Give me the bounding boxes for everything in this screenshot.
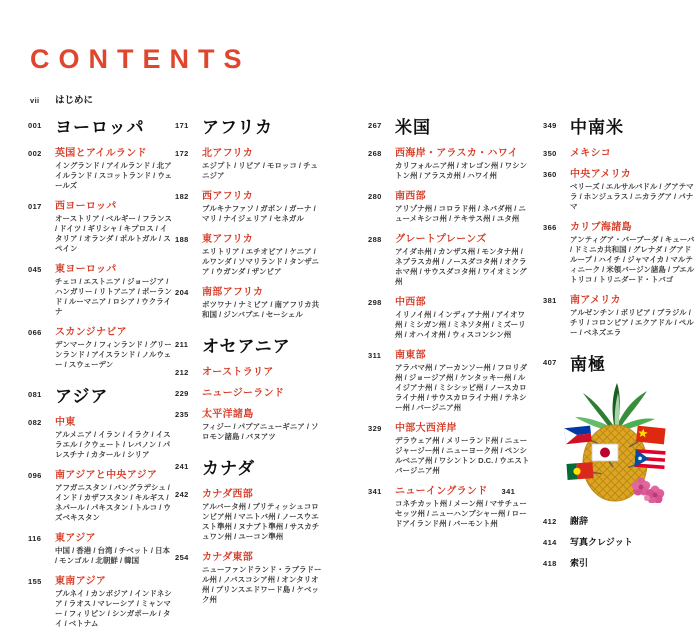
section-heading xyxy=(543,218,695,233)
section-heading xyxy=(175,548,323,563)
page-number: 045 xyxy=(28,265,42,274)
section-title: 南部アフリカ xyxy=(202,287,264,298)
page-number: 350 xyxy=(543,149,557,158)
section-entry xyxy=(368,230,531,287)
page-number: 418 xyxy=(543,559,557,568)
section-entry xyxy=(175,187,323,224)
country-list: ブルキナファソ / ガボン / ガーナ / マリ / ナイジェリア / セネガル xyxy=(202,204,316,223)
section-title: 中央アメリカ xyxy=(570,169,632,180)
backmatter-entry xyxy=(543,514,695,527)
country-list: ボツワナ / ナミビア / 南アフリカ共和国 / ジンバブエ / セーシェル xyxy=(202,300,320,319)
page-number: 349 xyxy=(543,121,557,130)
country-list: イリノイ州 / インディアナ州 / アイオワ州 / ミシガン州 / ミネソタ州 / ミズーリ州 / オハイオ州 / ウィスコンシン州 xyxy=(395,310,526,339)
page-number: 242 xyxy=(175,490,189,499)
section-heading xyxy=(368,346,531,361)
section-title: 東アジア xyxy=(55,533,96,544)
section-heading xyxy=(368,230,531,245)
chapter-entry xyxy=(28,113,173,138)
country-list: フィジー / パプアニューギニア / ソロモン諸島 / バヌアツ xyxy=(202,422,319,441)
page-number: 280 xyxy=(368,192,382,201)
backmatter-entry xyxy=(543,556,695,569)
backmatter-label: 謝辞 xyxy=(570,516,589,526)
page-number: 412 xyxy=(543,517,557,526)
chapter-entry xyxy=(368,113,531,138)
chapter-entry xyxy=(175,332,323,357)
section-entry xyxy=(175,363,323,378)
section-heading xyxy=(175,384,323,399)
page-number: 116 xyxy=(28,534,42,543)
section-title: 中部大西洋岸 xyxy=(395,423,457,434)
section-heading xyxy=(28,413,173,428)
section-entry xyxy=(368,346,531,413)
section-entry xyxy=(543,165,695,212)
section-heading xyxy=(175,405,323,420)
country-list: エリトリア / エチオピア / ケニア / ルワンダ / ソマリランド / タンザニア / ウガンダ / ザンビア xyxy=(202,247,319,276)
intro-label: はじめに xyxy=(55,95,94,106)
section-title: ニューイングランド xyxy=(395,486,488,497)
section-heading xyxy=(175,283,323,298)
intro-entry xyxy=(30,92,93,106)
backmatter-entry xyxy=(543,535,695,548)
section-entry xyxy=(175,485,323,542)
section-entry xyxy=(543,144,695,159)
section-entry xyxy=(175,283,323,320)
section-title: グレートプレーンズ xyxy=(395,234,487,245)
page-number: 001 xyxy=(28,121,42,130)
section-heading xyxy=(28,144,173,159)
page-number: 407 xyxy=(543,358,557,367)
page-number: 211 xyxy=(175,340,189,349)
toc-column-3 xyxy=(368,113,531,535)
country-list: アルメニア / イラン / イラク / イスラエル / クウェート / レバノン / パレスチナ / カタール / シリア xyxy=(55,430,171,459)
country-list: 中国 / 香港 / 台湾 / チベット / 日本 / モンゴル / 北朝鮮 / 韓国 xyxy=(55,546,171,565)
page-number: 081 xyxy=(28,390,42,399)
pineapple-with-flags-image xyxy=(559,381,671,503)
section-entry xyxy=(28,413,173,460)
chapter-title: オセアニア xyxy=(202,337,291,356)
section-entry xyxy=(28,260,173,317)
country-list: アフガニスタン / バングラデシュ / インド / カザフスタン / キルギス / ネパール / パキスタン / トルコ / ウズベキスタン xyxy=(55,483,171,522)
page-number: 311 xyxy=(368,351,382,360)
chapter-entry xyxy=(543,113,695,138)
section-title: ニュージーランド xyxy=(202,388,285,399)
section-entry xyxy=(543,218,695,285)
page-number: 017 xyxy=(28,202,42,211)
section-title: 中東 xyxy=(55,417,76,428)
section-title: カナダ西部 xyxy=(202,489,253,500)
chapter-title: 米国 xyxy=(395,118,431,137)
country-list: エジプト / リビア / モロッコ / チュニジア xyxy=(202,161,318,180)
page-title: CONTENTS xyxy=(30,44,251,74)
section-heading xyxy=(368,482,531,497)
section-title: 東南アジア xyxy=(55,576,107,587)
section-title: カナダ東部 xyxy=(202,552,253,563)
page-number: 268 xyxy=(368,149,382,158)
section-title: カリブ海諸島 xyxy=(570,222,632,233)
section-heading xyxy=(368,419,531,434)
section-heading xyxy=(175,144,323,159)
section-title: 西海岸・アラスカ・ハワイ xyxy=(395,148,518,159)
country-list: アラバマ州 / アーカンソー州 / フロリダ州 / ジョージア州 / ケンタッキー州 / ルイジアナ州 / ミシシッピ州 / ノースカロライナ州 / サウスカロライナ州 / テネシー州 / バージニア州 xyxy=(395,363,528,412)
section-title: 英国とアイルランド xyxy=(55,148,147,159)
page-number: 212 xyxy=(175,368,189,377)
section-entry xyxy=(175,144,323,181)
page-number: 360 xyxy=(543,170,557,179)
page-number: 188 xyxy=(175,235,189,244)
chapter-entry xyxy=(543,350,695,375)
chapter-title: アジア xyxy=(55,387,109,406)
toc-column-4-entries xyxy=(543,113,695,375)
country-list: イングランド / アイルランド / 北アイルランド / スコットランド / ウェールズ xyxy=(55,161,173,190)
section-heading xyxy=(543,144,695,159)
chapter-entry xyxy=(175,113,323,138)
chapter-entry xyxy=(28,382,173,407)
section-heading xyxy=(175,485,323,500)
section-entry xyxy=(368,482,531,529)
section-title: オーストラリア xyxy=(202,367,274,378)
toc-column-2 xyxy=(175,113,323,611)
page-number: 241 xyxy=(175,462,189,471)
country-list: ニューファンドランド・ラブラドール州 / ノバスコシア州 / オンタリオ州 / プリンスエドワード島 / ケベック州 xyxy=(202,565,322,604)
chapter-entry xyxy=(175,454,323,479)
page-number: 171 xyxy=(175,121,189,130)
country-list: カリフォルニア州 / オレゴン州 / ワシントン州 / アラスカ州 / ハワイ州 xyxy=(395,161,527,180)
page-number: 381 xyxy=(543,296,557,305)
country-list: アンティグア・バーブーダ / キューバ / ドミニカ共和国 / グレナダ / グアドループ / ハイチ / ジャマイカ / マルティニーク / 米領バージン諸島 / プエルトリコ / トリニダード・トバゴ xyxy=(570,235,695,284)
chapter-title: 南極 xyxy=(570,355,606,374)
section-entry xyxy=(543,291,695,338)
page-number: 082 xyxy=(28,418,42,427)
section-title: 東ヨーロッパ xyxy=(55,264,117,275)
section-entry xyxy=(28,572,173,629)
section-title: スカンジナビア xyxy=(55,327,127,338)
section-entry xyxy=(175,384,323,399)
section-title: 南アジアと中央アジア xyxy=(55,470,158,481)
section-heading xyxy=(368,187,531,202)
country-list: コネチカット州 / メーン州 / マサチューセッツ州 / ニューハンプシャー州 / ロードアイランド州 / バーモント州 xyxy=(395,499,527,528)
pink-flowers xyxy=(632,478,665,504)
section-entry xyxy=(28,529,173,566)
backmatter xyxy=(543,514,695,569)
pineapple-crown-leaves xyxy=(575,383,655,431)
section-heading xyxy=(28,323,173,338)
page-number-duplicate: 341 xyxy=(501,487,516,496)
section-heading xyxy=(175,230,323,245)
page-number: 066 xyxy=(28,328,42,337)
section-title: 中西部 xyxy=(395,297,426,308)
page-number: vii xyxy=(30,96,40,105)
section-heading xyxy=(28,260,173,275)
section-title: 西アフリカ xyxy=(202,191,253,202)
country-list: ベリーズ / エルサルバドル / グアテマラ / ホンジュラス / ニカラグア / パナマ xyxy=(570,182,694,211)
section-entry xyxy=(368,419,531,476)
page-number: 204 xyxy=(175,288,189,297)
page-number: 366 xyxy=(543,223,557,232)
pineapple-illustration xyxy=(559,381,695,508)
backmatter-label: 索引 xyxy=(570,558,589,568)
page-number: 298 xyxy=(368,298,382,307)
page-number: 341 xyxy=(368,487,382,496)
page-number: 229 xyxy=(175,389,189,398)
chapter-title: カナダ xyxy=(202,459,256,478)
section-entry xyxy=(175,548,323,605)
page-number: 414 xyxy=(543,538,557,547)
page-number: 002 xyxy=(28,149,42,158)
section-heading xyxy=(28,466,173,481)
section-heading xyxy=(543,165,695,180)
section-heading xyxy=(28,572,173,587)
section-heading xyxy=(543,291,695,306)
country-list: デラウェア州 / メリーランド州 / ニュージャージー州 / ニューヨーク州 / ペンシルベニア州 / ワシントン D.C. / ウエストバージニア州 xyxy=(395,436,530,475)
section-title: メキシコ xyxy=(570,148,612,159)
section-entry xyxy=(368,293,531,340)
country-list: オーストリア / ベルギー / フランス / ドイツ / ギリシャ / キプロス / イタリア / オランダ / ポルトガル / スペイン xyxy=(55,214,172,253)
section-title: 南西部 xyxy=(395,191,426,202)
section-entry xyxy=(368,187,531,224)
page-number: 172 xyxy=(175,149,189,158)
section-entry xyxy=(175,230,323,277)
page-number: 254 xyxy=(175,553,189,562)
section-heading xyxy=(368,293,531,308)
page-number: 267 xyxy=(368,121,382,130)
section-entry xyxy=(28,144,173,191)
chapter-title: 中南米 xyxy=(570,118,624,137)
backmatter-label: 写真クレジット xyxy=(570,537,633,547)
country-list: チェコ / エストニア / ジョージア / ハンガリー / リトアニア / ポーランド / ルーマニア / ロシア / ウクライナ xyxy=(55,277,172,316)
section-heading xyxy=(368,144,531,159)
section-heading xyxy=(28,529,173,544)
section-title: 太平洋諸島 xyxy=(202,409,254,420)
section-entry xyxy=(368,144,531,181)
toc-column-1 xyxy=(28,113,173,635)
page-number: 288 xyxy=(368,235,382,244)
section-heading xyxy=(28,197,173,212)
country-list: デンマーク / フィンランド / グリーンランド / アイスランド / ノルウェー / スウェーデン xyxy=(55,340,172,369)
section-entry xyxy=(28,197,173,254)
chapter-title: ヨーロッパ xyxy=(55,118,145,137)
section-title: 東アフリカ xyxy=(202,234,253,245)
toc-column-4 xyxy=(543,113,695,577)
section-heading xyxy=(175,187,323,202)
country-list: ブルネイ / カンボジア / インドネシア / ラオス / マレーシア / ミャンマー / フィリピン / シンガポール / タイ / ベトナム xyxy=(55,589,172,628)
country-list: アイダホ州 / カンザス州 / モンタナ州 / ネブラスカ州 / ノースダコタ州 / オクラホマ州 / サウスダコタ州 / ワイオミング州 xyxy=(395,247,527,286)
section-heading xyxy=(175,363,323,378)
section-title: 南東部 xyxy=(395,350,426,361)
page-number: 155 xyxy=(28,577,42,586)
page-number: 182 xyxy=(175,192,189,201)
country-list: アリゾナ州 / コロラド州 / ネバダ州 / ニューメキシコ州 / テキサス州 / ユタ州 xyxy=(395,204,526,223)
country-list: アルバータ州 / ブリティッシュコロンビア州 / マニトバ州 / ノースウエスト準州 / ヌナブト準州 / サスカチュワン州 / ユーコン準州 xyxy=(202,502,320,541)
section-entry xyxy=(28,466,173,523)
section-title: 南アメリカ xyxy=(570,295,621,306)
section-title: 西ヨーロッパ xyxy=(55,201,117,212)
page-number: 329 xyxy=(368,424,382,433)
country-list: アルゼンチン / ボリビア / ブラジル / チリ / コロンビア / エクアドル / ペルー / ベネズエラ xyxy=(570,308,694,337)
section-entry xyxy=(175,405,323,442)
section-entry xyxy=(28,323,173,370)
page-number: 096 xyxy=(28,471,42,480)
page-number: 235 xyxy=(175,410,189,419)
section-title: 北アフリカ xyxy=(202,148,253,159)
chapter-title: アフリカ xyxy=(202,118,274,137)
